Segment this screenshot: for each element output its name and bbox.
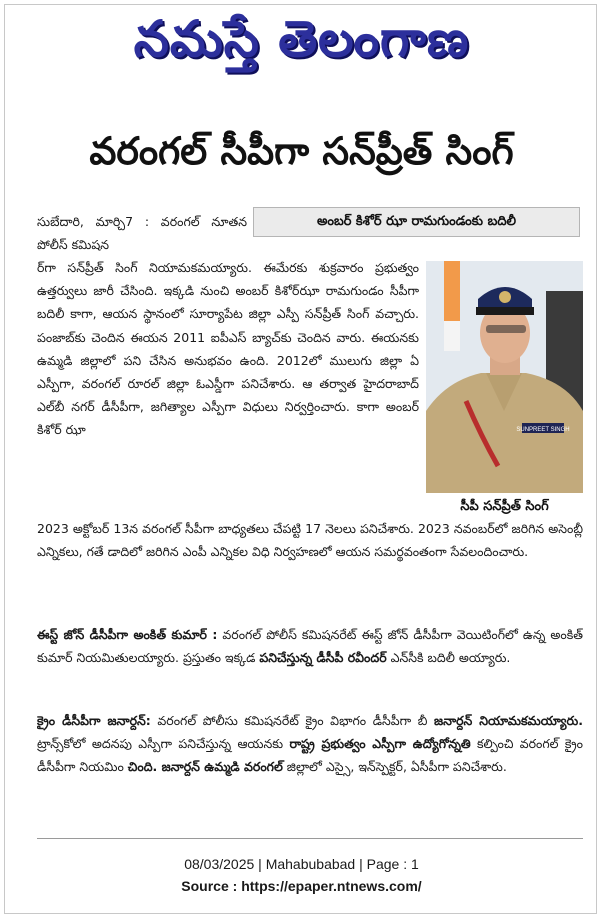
section-crime-highlight: జనార్దన్ నియామకమయ్యారు. bbox=[433, 713, 583, 728]
article-section-east-zone bbox=[37, 623, 583, 693]
section-crime-highlight-2: రాష్ట్ర ప్రభుత్వం ఎస్పీగా ఉద్యోగోన్నతి bbox=[289, 736, 471, 752]
section-crime-highlight-3: చింది. జనార్దన్ ఉమ్మడి వరంగల్ bbox=[127, 759, 283, 775]
officer-photo bbox=[426, 261, 583, 493]
article-paragraph-main: ర్‌గా సన్‌ప్రీత్ సింగ్ నియామకమయ్యారు. ఈమేరకు శుక్రవారం ప్రభుత్వం ఉత్తర్వులు జారీ చేసింది. ఇక్కడి నుంచి అంబర్ కిశోర్‌ఝా రామగుండం సీపీగా బదిలీ కాగా, ఆయన స్థానంలో సూర్యాపేట జిల్లా ఎస్పీ సన్‌ప్రీత్ సింగ్ వచ్చారు. పంజాబ్‌కు చెందిన ఈయన 2011 ఐపీఎస్ బ్యాచ్‌కు చెందిన వారు. ఈయనకు ఉమ్మడి జిల్లాలో పని చేసిన అనుభవం ఉంది. 2012లో ములుగు జిల్లా ఏ ఎస్పీగా, వరంగల్ రూరల్ జిల్లా ఓఎస్డీగా పనిచేశారు. ఆ తర్వాత హైదరాబాద్ ఎల్‌బీ నగర్ డీసీపీగా, జగిత్యాల ఎస్పీగా విధులు నిర్వర్తించారు. కాగా అంబర్ కిశోర్ ఝా bbox=[37, 260, 419, 438]
name-badge: SUNPREET SINGH bbox=[516, 427, 570, 433]
article-section-crime-dcp bbox=[37, 709, 583, 825]
section-east-zone-title: ఈస్ట్ జోన్ డీసీపీగా అంకిత్ కుమార్ : bbox=[37, 627, 218, 642]
section-east-zone-text: వరంగల్ పోలీస్ కమిషనరేట్ ఈస్ట్ జోన్ డీసీపీగా వెయిటింగ్‌లో ఉన్న అంకిత్ కుమార్ నియమితులయ్యారు. ప్రస్తుతం ఇక్కడ bbox=[37, 627, 583, 666]
section-east-zone-highlight: పనిచేస్తున్న డీసీపీ రవీందర్ bbox=[259, 650, 387, 666]
section-crime-text: వరంగల్ పోలీసు కమిషనరేట్ క్రైం విభాగం డీసీపీగా బీ bbox=[150, 713, 434, 728]
footer-source: Source : https://epaper.ntnews.com/ bbox=[181, 878, 422, 894]
article-paragraph-continued: 2023 అక్టోబర్ 13న వరంగల్ సీపీగా బాధ్యతలు చేపట్టి 17 నెలలు పనిచేశారు. 2023 నవంబర్‌లో జరిగిన అసెంబ్లీ ఎన్నికలు, గతే డాదిలో జరిగిన ఎంపీ ఎన్నికల విధి నిర్వహణలో ఆయన సమర్థవంతంగా సేవలందించారు. bbox=[37, 521, 583, 560]
footer-edition-info: 08/03/2025 | Mahabubabad | Page : 1 bbox=[184, 856, 419, 872]
section-crime-text-4: జిల్లాలో ఎస్సై, ఇన్‌స్పెక్టర్, ఏసీపీగా పనిచేశారు. bbox=[282, 759, 507, 775]
article-paragraph-intro: సుబేదారి, మార్చి7 : వరంగల్ నూతన పోలీస్ కమిషన bbox=[37, 214, 247, 253]
footer-divider bbox=[37, 838, 583, 839]
article-subheading: అంబర్ కిశోర్ ఝా రామగుండంకు బదిలీ bbox=[253, 207, 580, 237]
newspaper-masthead: నమస్తే తెలంగాణ bbox=[133, 10, 470, 68]
section-crime-title: క్రైం డీసీపీగా జనార్దన్: bbox=[37, 713, 151, 728]
photo-caption: సీపీ సన్‌ప్రీత్ సింగ్ bbox=[460, 499, 549, 514]
section-crime-text-3: కల్పించి వరంగల్ క్రైం డీసీపీగా నియమిం bbox=[37, 736, 583, 775]
officer-portrait-illustration bbox=[426, 261, 583, 493]
article-headline: వరంగల్ సీపీగా సన్‌ప్రీత్ సింగ్ bbox=[89, 129, 514, 173]
section-crime-text-2: ట్రాన్స్‌కోలో అదనపు ఎస్పీగా పనిచేస్తున్న ఆయనకు bbox=[37, 736, 290, 752]
section-east-zone-text-end: ఎన్‌సీకి బదిలీ అయ్యారు. bbox=[386, 650, 511, 666]
